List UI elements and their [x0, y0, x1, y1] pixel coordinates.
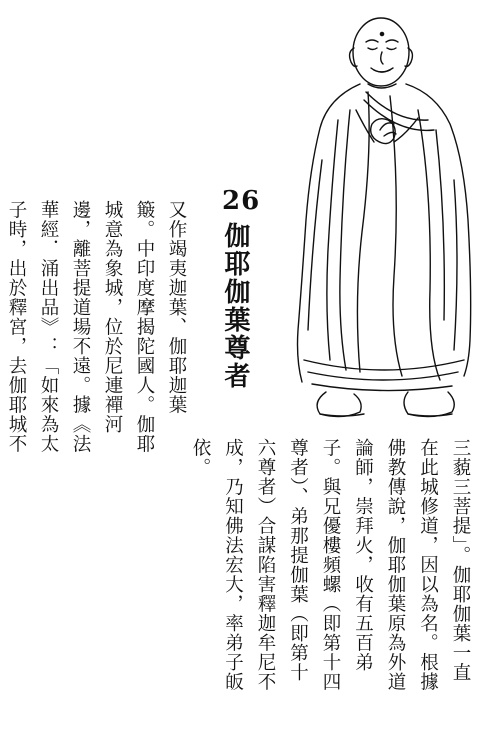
text-column: 六尊者）合謀陷害釋迦牟尼不 — [255, 438, 276, 692]
text-column: 在此城修道，因以為名。根據 — [417, 438, 439, 692]
body-text-lower — [184, 438, 477, 738]
text-column: 子。與兄優樓頻螺（即第十四 — [320, 438, 341, 692]
text-column: 依。 — [190, 438, 211, 477]
arhat-illustration — [268, 0, 483, 432]
entry-number: 26 — [222, 186, 261, 216]
text-column: 子時，出於釋宮，去伽耶城不 — [6, 200, 27, 454]
text-column: 佛教傳說，伽耶伽葉原為外道 — [385, 438, 406, 692]
entry-title: 伽耶伽葉尊者 — [220, 222, 250, 390]
text-column: 論師，崇拜火，收有五百弟 — [352, 438, 374, 672]
text-column: 華經．涌出品》：「如來為太 — [38, 200, 59, 454]
text-column: 邊，離菩提道場不遠。據《法 — [70, 200, 91, 454]
text-column: 簸。中印度摩揭陀國人。伽耶 — [134, 200, 155, 454]
text-column: 成，乃知佛法宏大，率弟子皈 — [222, 438, 244, 692]
body-text-upper — [0, 200, 192, 500]
text-column: 又作竭夷迦葉、伽耶迦葉 — [166, 200, 187, 415]
text-column: 尊者）、弟那提伽葉（即第十 — [287, 438, 309, 683]
text-column: 城意為象城，位於尼連禪河 — [102, 200, 123, 434]
text-column: 三藐三菩提」。伽耶伽葉一直 — [450, 438, 471, 683]
